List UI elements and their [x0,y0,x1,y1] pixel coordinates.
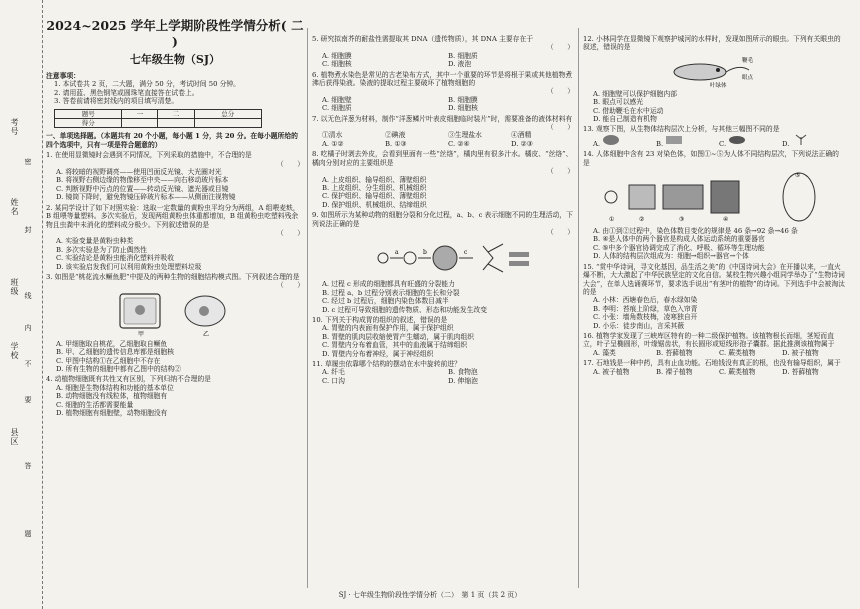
cell-cluster-icon [433,246,457,270]
question-10 [312,316,574,358]
answer-bracket[interactable]: （ ） [276,159,304,168]
cell-division-diagram [343,238,543,278]
animal-nucleus [199,306,209,316]
question-12 [583,35,845,123]
question-stem: 1. 在使用显微镜时会遇到不同情况，下列采取的措施中，不合理的是 [46,151,252,160]
organ-icon [602,134,620,146]
binding-mark: 密 [24,158,32,165]
option: A. 细胞壁 [322,95,352,104]
question-stem: 4. 动植物细胞既有共性又有区别，下列归纳不合理的是 [46,375,211,384]
note-item: 3. 答卷前请将密封线内的项目填写清楚。 [54,97,179,106]
question-2 [46,204,304,271]
question-11 [312,360,574,385]
option: B. 细胞质 [448,51,478,60]
option: D. [782,134,845,148]
answer-bracket[interactable]: （ ） [276,281,304,290]
exam-title: 2024~2025 学年上学期阶段性学情分析( 二 ) [46,18,304,49]
option: D. 苔藓植物 [782,367,819,376]
option: B. 胃壁的肌肉层收缩使胃产生蠕动，属于肌肉组织 [322,332,475,341]
neuron-icon [483,244,503,272]
score-cell: 二 [158,109,194,118]
option: D. 所有生物的细胞中都有乙图中的结构② [56,364,182,373]
option: B. [656,134,719,148]
binding-mark: 不 [24,360,32,367]
cell-diagram [100,292,250,338]
tissue-icon [629,185,655,209]
cell-icon [404,252,416,264]
option: C. 蕨类植物 [719,367,756,376]
figure-label: ⑤ [795,172,801,180]
option: A. 被子植物 [593,367,630,376]
option: A. 过程 c 形成的细胞都具有旺盛的分裂能力 [322,280,455,289]
option: B. 食物泡 [448,368,478,377]
binding-label: 班级 [10,278,19,296]
body-levels-diagram [599,169,829,225]
option: B. 裸子植物 [656,367,693,376]
muscle-cell-icon [509,252,529,257]
option: C. 判断视野中污点的位置——转动反光镜、遮光器或目镜 [56,184,229,193]
option: C. 细胞的生活都需要能量 [56,400,134,409]
question-1 [46,151,304,201]
euglena-diagram [654,54,774,88]
option: D. c 过程可导致细胞的遗传物质、形态和功能发生改变 [322,305,488,314]
answer-bracket[interactable]: （ ） [276,228,304,237]
option: A. 细胞是生物体结构和功能的基本单位 [56,383,174,392]
option: A. 胃壁的内表面有保护作用，属于保护组织 [322,324,454,333]
option: C. 保护组织、输导组织、薄壁组织 [322,192,427,201]
option: D. ②③ [511,139,533,148]
option: C. 实验结论是黄粉虫能消化塑料并吸收 [56,254,175,263]
question-16 [583,332,845,357]
question-stem: 9. 如图所示为某种动物的细胞分裂和分化过程，a、b、c 表示细胞不同的生理活动，下列说法正确的是 [312,211,573,228]
binding-mark: 封 [24,226,32,233]
binding-label: 姓名 [10,198,19,216]
flagellum-icon [726,67,749,72]
option: D. 该实验启发我们可以利用黄粉虫处理塑料垃圾 [56,262,202,271]
option: C. [719,134,782,148]
organ-icon [711,181,739,213]
question-stem: 7. 以无色洋葱为材料，制作“洋葱鳞片叶表皮细胞临时装片”时，需要准备的液体材料有 [312,114,573,123]
column-1 [46,18,304,417]
option: B. 动物细胞没有线粒体，植物细胞有 [56,392,168,401]
binding-mark: 答 [24,462,32,469]
material-item: ②碘液 [385,131,406,140]
option: A. 细胞壁可以保护细胞内部 [593,89,677,98]
binding-label: 考号 [10,118,19,136]
question-stem: 3. 如图是“桃花流水鳜鱼肥”中提及的两种生物的细胞结构模式图。下列叙述合理的是 [46,272,300,281]
score-blank[interactable] [194,119,261,128]
option: A. [593,134,656,148]
note-item: 2. 请用蓝、黑色钢笔或圆珠笔直接答在试卷上。 [54,88,199,97]
score-blank[interactable] [122,119,158,128]
option: D. 胃壁内分布着神经，属于神经组织 [322,349,434,358]
option: B. 将视野右侧边缘的物像移至中央——向右移动玻片标本 [56,176,229,185]
binding-mark: 内 [24,324,32,331]
option: B. 李明：苔痕上阶绿，草色入帘青 [593,304,698,313]
option: B. 苔藓植物 [656,348,693,357]
eyespot-icon [716,68,720,72]
question-7 [312,115,574,149]
figure-label: ④ [723,216,729,224]
option: A. 纤毛 [322,368,345,377]
exam-subtitle: 七年级生物（SJ） [129,53,221,66]
question-stem: 2. 某同学设计了如下对照实验：选取一定数量的黄粉虫平均分为两组，A 组喂麦麸，B 组喂等量塑料。多次实验后，发现两组黄粉虫体重都增加，B 组黄粉虫吃塑料残余物且虫粪中未消化的塑料成分极少。下列叙述错误的是 [46,203,300,229]
question-stem: 6. 植物煮水染色是常见的古老染布方式，其中一个重要的环节是将根于果或其他植物煮沸后获得染液。染液的提取过程主要破坏了植物细胞的 [312,70,573,88]
option: D. 人体的结构层次组成为：细胞→组织→器官→个体 [593,252,749,261]
option: C. 细胞核 [322,60,352,69]
euglena-body [674,64,726,80]
note-item: 1. 本试卷共 2 页，二大题，满分 50 分，考试时间 50 分钟。 [54,80,240,89]
option: D. 细胞核 [448,104,478,113]
question-13 [583,125,845,148]
answer-bracket[interactable]: （ ） [546,167,574,176]
option: C. 口沟 [322,376,345,385]
question-stem: 15. “赏中华诗词，寻文化基因，品生活之美”的《中国诗词大会》在开播以来，一直火爆不断，大大激起了中华民族坚定的文化自信。某校生物兴趣小组同学举办了“生物诗词大会”，在单人选诵赛环节，要求选手说出“有茎叶的植物”的诗词。下列选手中会被淘汰的是 [583,262,845,296]
material-item: ③生理盐水 [448,131,482,140]
figure-label: 眼点 [742,74,754,81]
question-6 [312,71,574,113]
binding-mark: 线 [24,292,32,299]
figure-label: ② [639,216,645,224]
score-cell: 题号 [55,109,122,118]
option: A. 实验变量是黄粉虫种类 [56,237,134,246]
option: A. 藻类 [593,348,616,357]
section-title: 一、单项选择题。（本题共有 20 个小题，每小题 1 分，共 20 分。在每小题所给的四个选项中，只有一项是符合题意的） [46,132,298,149]
option: C. 借助鞭毛在水中运动 [593,106,664,115]
option: A. 小林：西塘春色后，春水绿如染 [593,296,698,305]
option: C. 细胞质 [322,104,352,113]
cell-icon [605,191,617,203]
step-label: b [423,249,427,257]
option: A. 上皮组织、输导组织、薄壁组织 [322,175,427,184]
option: C. 经过 b 过程后，细胞内染色体数目减半 [322,297,449,306]
answer-bracket[interactable]: （ ） [546,227,574,236]
figure-label: 甲 [138,330,145,338]
score-cell: 一 [122,109,158,118]
question-stem: 16. 植物学家发现了三峡库区特有的一种二级保护植物。该植物根长而细，茎短而直立，叶子呈椭圆形，叶缘锯齿状，有长圆形或短线形孢子囊群。据此推测该植物属于 [583,331,835,349]
option: D. 小乐：徒步南山，言采其薇 [593,321,685,330]
option: A. 将较暗的视野调亮——使用凹面反光镜、大光圈对光 [56,168,222,177]
option: D. 保护组织、机械组织、结缔组织 [322,200,427,209]
option: B. 多次实验是为了防止偶然性 [56,245,147,254]
score-blank[interactable] [158,119,194,128]
page-footer: SJ · 七年级生物阶段性学情分析（二） 第 1 页（共 2 页） [338,591,522,599]
option: C. 蕨类植物 [719,348,756,357]
option: D. 能自己制造有机物 [593,115,657,124]
column-divider [578,28,579,588]
question-stem: 14. 人体细胞中含有 23 对染色体，如图①~⑤为人体不同结构层次，下列说法正确的是 [583,150,839,167]
question-5 [312,35,574,69]
column-divider [307,28,308,588]
question-4 [46,375,304,417]
organ-icon [728,134,746,146]
option: C. 小张：墙角数枝梅，凌寒独自开 [593,313,698,322]
option: B. 甲、乙细胞的遗传信息库都是细胞核 [56,348,175,357]
question-stem: 11. 草履虫依靠哪个结构的摆动在水中旋转前进？ [312,360,461,368]
cell-icon [378,253,388,263]
option: D. 镜筒下降时，避免物镜压碎玻片标本——从侧面注视物镜 [56,193,236,202]
figure-label: ③ [679,216,685,224]
answer-bracket[interactable]: （ ） [546,87,574,96]
option: A. 细胞膜 [322,51,352,60]
option: C. 甲图中结构①在乙细胞中不存在 [56,356,161,365]
option: D. 植物细胞有细胞壁，动物细胞没有 [56,409,168,417]
option: B. ④是人体中的两个器官是构成人体运动系统的重要器官 [593,235,765,244]
material-item: ④酒精 [511,131,532,140]
option: D. 被子植物 [782,348,819,357]
option: D. 液泡 [448,60,472,69]
question-8 [312,150,574,209]
question-stem: 17. 石地钱是一种中药，具有止血功能。石地钱没有真正的根，也没有输导组织，属于 [583,359,841,368]
binding-mark: 要 [24,396,32,403]
question-stem: 10. 下列关于构成胃的组织的叙述，错误的是 [312,315,448,324]
notes-title: 注意事项： [46,72,80,80]
option: A. 甲细胞取自桃花，乙细胞取自鳜鱼 [56,339,168,348]
score-table [54,109,262,129]
option: B. 上皮组织、分生组织、机械组织 [322,183,427,192]
option: B. 细胞膜 [448,95,478,104]
question-stem: 5. 研究拟南芥的耐盐性需提取其 DNA（遗传物质），其 DNA 主要存在于 [312,35,534,43]
option: D. 伸缩泡 [448,376,478,385]
figure-label: 叶绿体 [710,82,727,88]
option: C. ②④ [448,139,470,148]
question-stem: 8. 吃橘子时剥去外皮，会看到里面有一些“丝络”，橘肉里有很多汁水。橘皮、“丝络”、橘肉分别对应的主要组织是 [312,150,573,167]
column-3 [583,33,845,376]
option: A. ①② [322,139,344,148]
tissue-icon [665,134,683,146]
step-label: a [395,249,399,257]
option: A. 由①到②过程中，染色体数目变化的规律是 46 条→92 条→46 条 [593,227,798,236]
figure-label: 鞭毛 [742,57,754,64]
question-15 [583,263,845,330]
question-9 [312,211,574,314]
plant-icon [792,134,810,146]
question-stem: 13. 观察下图，从生物体结构层次上分析，与其他三幅图不同的是 [583,125,780,134]
binding-label: 学校 [10,342,19,360]
human-body-icon [783,173,815,221]
figure-label: 乙 [203,330,210,338]
option: B. 眼点可以感光 [593,98,644,107]
score-cell: 总分 [194,109,261,118]
option: C. 胃壁内分布着血管，其中的血液属于结缔组织 [322,341,468,350]
option: B. 过程 a、b 过程分别表示细胞的生长和分裂 [322,288,460,297]
figure-label: ① [609,216,615,224]
muscle-cell-icon [509,261,529,266]
option: C. ⑤中多个器官协调完成了消化、呼吸、循环等生理功能 [593,243,765,252]
question-3 [46,273,304,373]
answer-bracket[interactable]: （ ） [546,43,574,52]
tissue-icon [663,185,703,209]
binding-label: 县区 [10,428,19,446]
option: B. ①③ [385,139,407,148]
plant-nucleus [135,305,145,315]
column-2 [312,33,574,385]
question-17 [583,359,845,376]
material-item: ①清水 [322,131,343,140]
question-stem: 12. 小林同学在显微镜下观察护城河的水样时，发现如图所示的眼虫。下列有关眼虫的叙述，错误的是 [583,35,841,52]
answer-bracket[interactable]: （ ） [546,123,574,132]
step-label: c [464,249,468,257]
question-14 [583,150,845,260]
binding-margin [0,0,43,609]
score-cell: 得分 [55,119,122,128]
binding-mark: 题 [24,530,32,537]
